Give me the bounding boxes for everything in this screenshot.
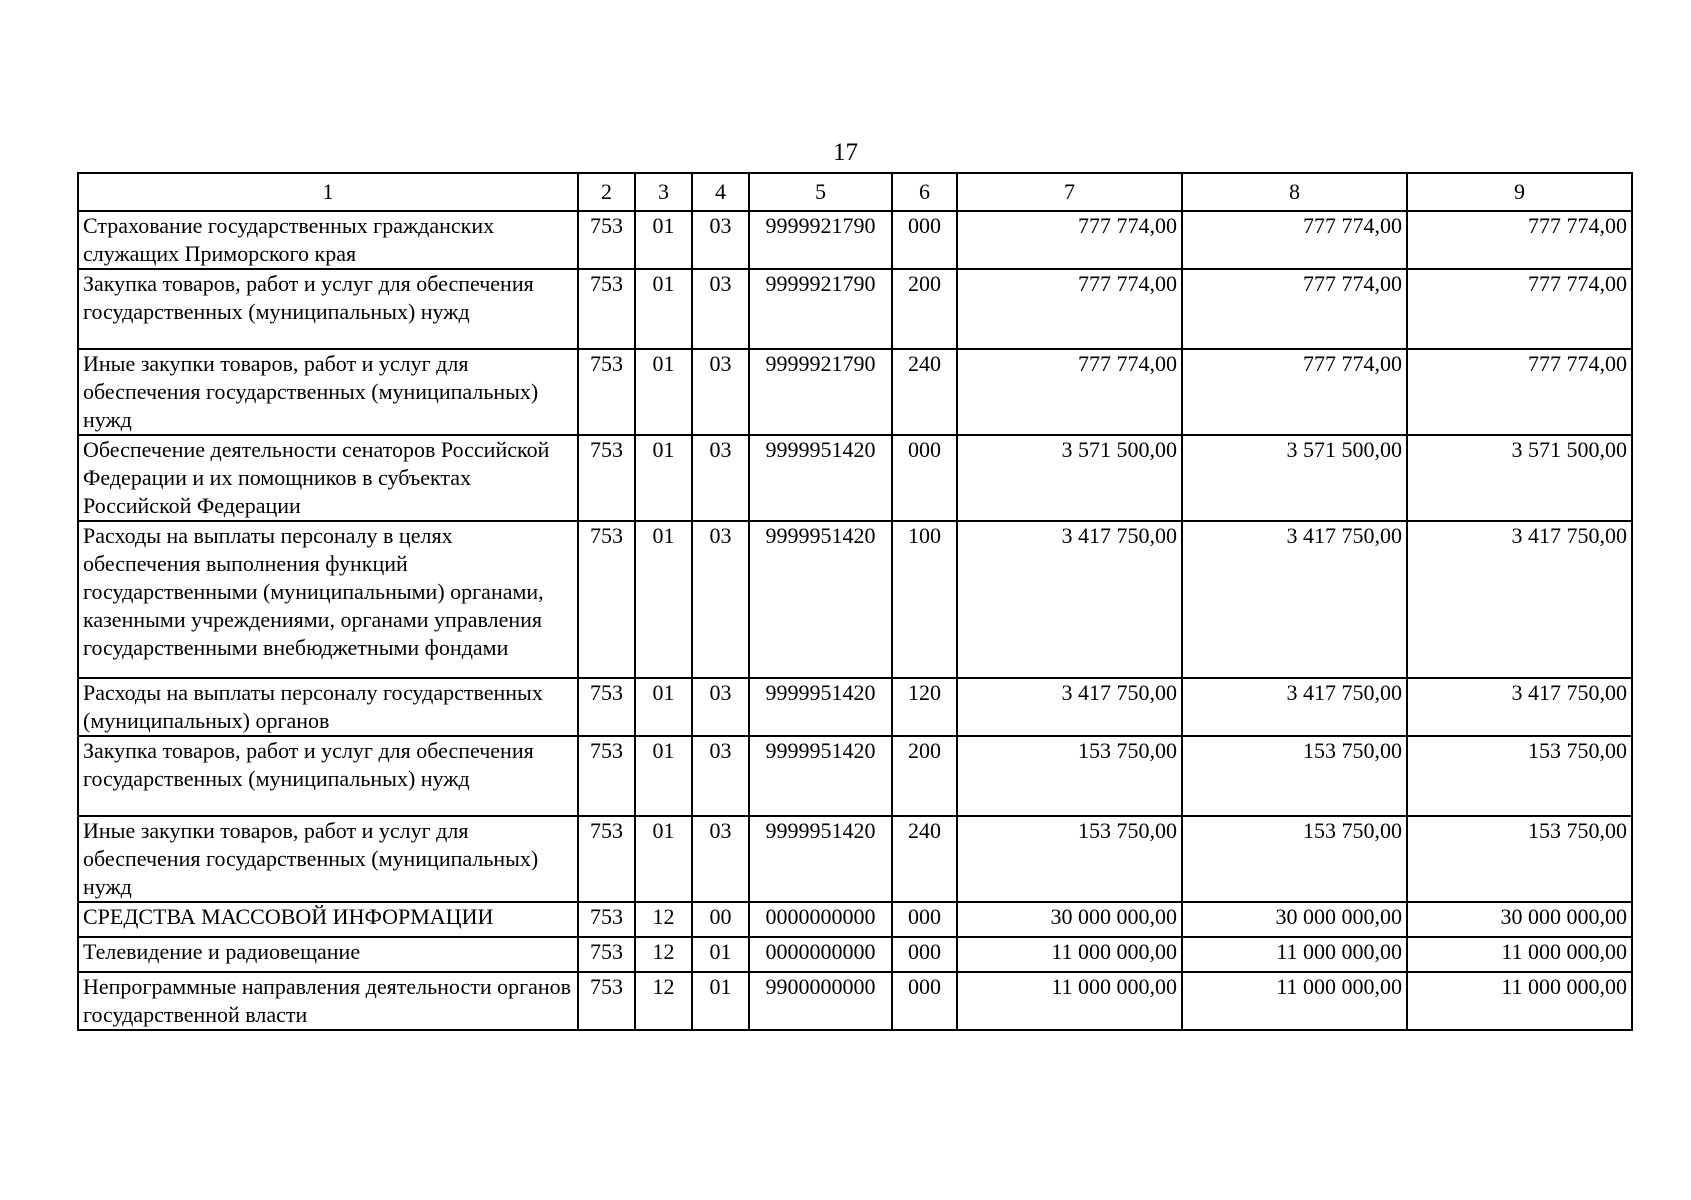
table-row (78, 816, 1632, 902)
column-header: 4 (692, 173, 749, 211)
code-cell: 100 (892, 521, 957, 678)
row-name-cell: Страхование государственных гражданских служащих Приморского края (78, 211, 578, 269)
row-name-cell: Непрограммные направления деятельности органов государственной власти (78, 972, 578, 1030)
code-cell: 9999951420 (749, 521, 892, 678)
code-cell: 120 (892, 678, 957, 736)
amount-cell: 3 417 750,00 (1182, 678, 1407, 736)
row-name-cell: Иные закупки товаров, работ и услуг для обеспечения государственных (муниципальных) нужд (78, 349, 578, 435)
code-cell: 01 (635, 521, 692, 678)
amount-cell: 3 417 750,00 (957, 678, 1182, 736)
code-cell: 753 (578, 269, 635, 349)
column-header: 2 (578, 173, 635, 211)
code-cell: 0000000000 (749, 937, 892, 972)
row-name-cell: Закупка товаров, работ и услуг для обеспечения государственных (муниципальных) нужд (78, 269, 578, 349)
code-cell: 00 (692, 902, 749, 937)
amount-cell: 11 000 000,00 (1407, 937, 1632, 972)
row-name-cell: Расходы на выплаты персоналу государственных (муниципальных) органов (78, 678, 578, 736)
code-cell: 03 (692, 211, 749, 269)
code-cell: 753 (578, 211, 635, 269)
table-row (78, 435, 1632, 521)
code-cell: 01 (692, 937, 749, 972)
amount-cell: 30 000 000,00 (1407, 902, 1632, 937)
code-cell: 03 (692, 349, 749, 435)
amount-cell: 153 750,00 (1182, 816, 1407, 902)
code-cell: 240 (892, 816, 957, 902)
code-cell: 753 (578, 937, 635, 972)
code-cell: 03 (692, 816, 749, 902)
table-row (78, 937, 1632, 972)
code-cell: 9999951420 (749, 816, 892, 902)
amount-cell: 30 000 000,00 (957, 902, 1182, 937)
code-cell: 000 (892, 937, 957, 972)
code-cell: 000 (892, 972, 957, 1030)
table-row (78, 349, 1632, 435)
code-cell: 01 (635, 269, 692, 349)
code-cell: 0000000000 (749, 902, 892, 937)
amount-cell: 3 571 500,00 (1407, 435, 1632, 521)
table-row (78, 902, 1632, 937)
column-header: 6 (892, 173, 957, 211)
amount-cell: 11 000 000,00 (1182, 972, 1407, 1030)
amount-cell: 777 774,00 (957, 211, 1182, 269)
amount-cell: 11 000 000,00 (1407, 972, 1632, 1030)
code-cell: 01 (635, 816, 692, 902)
amount-cell: 153 750,00 (1407, 816, 1632, 902)
code-cell: 03 (692, 736, 749, 816)
budget-table (77, 172, 1633, 1031)
amount-cell: 777 774,00 (1407, 269, 1632, 349)
table-row (78, 736, 1632, 816)
code-cell: 9999951420 (749, 435, 892, 521)
amount-cell: 777 774,00 (1182, 269, 1407, 349)
column-header: 1 (78, 173, 578, 211)
amount-cell: 3 417 750,00 (1407, 521, 1632, 678)
code-cell: 9999951420 (749, 678, 892, 736)
code-cell: 01 (692, 972, 749, 1030)
amount-cell: 11 000 000,00 (957, 937, 1182, 972)
code-cell: 200 (892, 736, 957, 816)
amount-cell: 3 417 750,00 (1407, 678, 1632, 736)
row-name-cell: Телевидение и радиовещание (78, 937, 578, 972)
amount-cell: 777 774,00 (957, 349, 1182, 435)
table-row (78, 521, 1632, 678)
code-cell: 03 (692, 678, 749, 736)
amount-cell: 153 750,00 (1182, 736, 1407, 816)
code-cell: 000 (892, 435, 957, 521)
code-cell: 753 (578, 349, 635, 435)
code-cell: 753 (578, 521, 635, 678)
row-name-cell: Обеспечение деятельности сенаторов Российской Федерации и их помощников в субъектах Российской Федерации (78, 435, 578, 521)
code-cell: 753 (578, 736, 635, 816)
code-cell: 9900000000 (749, 972, 892, 1030)
amount-cell: 3 571 500,00 (957, 435, 1182, 521)
code-cell: 01 (635, 736, 692, 816)
code-cell: 01 (635, 349, 692, 435)
row-name-cell: Иные закупки товаров, работ и услуг для обеспечения государственных (муниципальных) нужд (78, 816, 578, 902)
column-header: 3 (635, 173, 692, 211)
code-cell: 240 (892, 349, 957, 435)
amount-cell: 777 774,00 (1407, 211, 1632, 269)
code-cell: 9999921790 (749, 269, 892, 349)
amount-cell: 3 571 500,00 (1182, 435, 1407, 521)
code-cell: 000 (892, 211, 957, 269)
code-cell: 753 (578, 902, 635, 937)
code-cell: 03 (692, 521, 749, 678)
row-name-cell: СРЕДСТВА МАССОВОЙ ИНФОРМАЦИИ (78, 902, 578, 937)
code-cell: 12 (635, 972, 692, 1030)
code-cell: 753 (578, 435, 635, 521)
amount-cell: 11 000 000,00 (1182, 937, 1407, 972)
table-row (78, 211, 1632, 269)
code-cell: 01 (635, 211, 692, 269)
code-cell: 01 (635, 678, 692, 736)
code-cell: 000 (892, 902, 957, 937)
code-cell: 9999921790 (749, 211, 892, 269)
column-header: 5 (749, 173, 892, 211)
amount-cell: 777 774,00 (957, 269, 1182, 349)
amount-cell: 153 750,00 (957, 736, 1182, 816)
column-header: 7 (957, 173, 1182, 211)
table-header-row (78, 173, 1632, 211)
amount-cell: 30 000 000,00 (1182, 902, 1407, 937)
amount-cell: 777 774,00 (1182, 211, 1407, 269)
code-cell: 03 (692, 435, 749, 521)
amount-cell: 777 774,00 (1407, 349, 1632, 435)
code-cell: 12 (635, 902, 692, 937)
code-cell: 9999951420 (749, 736, 892, 816)
amount-cell: 153 750,00 (957, 816, 1182, 902)
code-cell: 03 (692, 269, 749, 349)
code-cell: 753 (578, 678, 635, 736)
amount-cell: 11 000 000,00 (957, 972, 1182, 1030)
row-name-cell: Закупка товаров, работ и услуг для обеспечения государственных (муниципальных) нужд (78, 736, 578, 816)
column-header: 8 (1182, 173, 1407, 211)
page-number: 17 (833, 139, 858, 166)
row-name-cell: Расходы на выплаты персоналу в целях обеспечения выполнения функций государственными (муниципальными) органами, казенными учреждениями, органами управления государственными внебюджетными фондами (78, 521, 578, 678)
amount-cell: 3 417 750,00 (1182, 521, 1407, 678)
code-cell: 9999921790 (749, 349, 892, 435)
table-row (78, 269, 1632, 349)
code-cell: 01 (635, 435, 692, 521)
table-row (78, 678, 1632, 736)
amount-cell: 777 774,00 (1182, 349, 1407, 435)
code-cell: 12 (635, 937, 692, 972)
table-row (78, 972, 1632, 1030)
amount-cell: 153 750,00 (1407, 736, 1632, 816)
column-header: 9 (1407, 173, 1632, 211)
code-cell: 200 (892, 269, 957, 349)
code-cell: 753 (578, 972, 635, 1030)
code-cell: 753 (578, 816, 635, 902)
amount-cell: 3 417 750,00 (957, 521, 1182, 678)
